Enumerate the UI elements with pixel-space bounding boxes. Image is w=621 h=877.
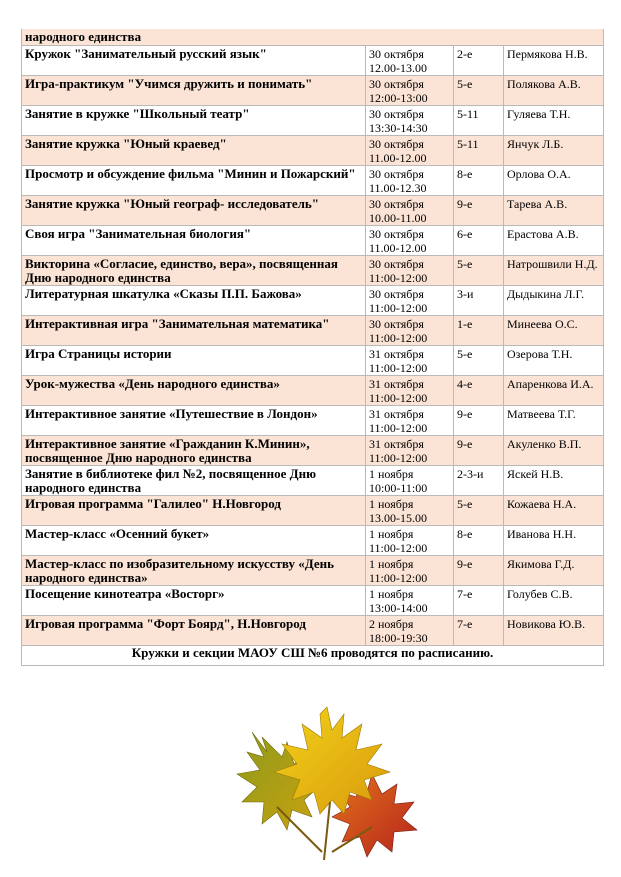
event-date: 30 октября xyxy=(369,47,424,61)
table-row xyxy=(22,526,604,556)
event-teacher: Голубев С.В. xyxy=(504,586,604,616)
event-date: 30 октября xyxy=(369,257,424,271)
event-time: 13:00-14:00 xyxy=(369,601,428,615)
table-row xyxy=(22,256,604,286)
event-name: Интерактивная игра "Занимательная математика" xyxy=(22,316,366,346)
event-datetime xyxy=(366,526,454,556)
event-date: 30 октября xyxy=(369,137,424,151)
event-teacher: Озерова Т.Н. xyxy=(504,346,604,376)
table-row xyxy=(22,586,604,616)
event-name: Урок-мужества «День народного единства» xyxy=(22,376,366,406)
event-time: 11:00-12:00 xyxy=(369,271,428,285)
footer-row xyxy=(22,646,604,666)
event-teacher: Матвеева Т.Г. xyxy=(504,406,604,436)
event-teacher: Ерастова А.В. xyxy=(504,226,604,256)
event-time: 13.00-15.00 xyxy=(369,511,427,525)
event-grade: 5-е xyxy=(454,346,504,376)
event-time: 11:00-12:00 xyxy=(369,391,428,405)
event-grade: 1-е xyxy=(454,316,504,346)
event-datetime xyxy=(366,616,454,646)
continued-event-text: народного единства xyxy=(22,29,604,46)
event-time: 12:00-13:00 xyxy=(369,91,428,105)
event-datetime xyxy=(366,346,454,376)
event-date: 30 октября xyxy=(369,287,424,301)
event-date: 1 ноября xyxy=(369,527,414,541)
table-row xyxy=(22,466,604,496)
table-row-continued xyxy=(22,29,604,46)
event-time: 12.00-13.00 xyxy=(369,61,427,75)
event-time: 11.00-12.30 xyxy=(369,181,427,195)
event-grade: 8-е xyxy=(454,526,504,556)
event-date: 31 октября xyxy=(369,437,424,451)
event-grade: 5-11 xyxy=(454,136,504,166)
event-teacher: Яскей Н.В. xyxy=(504,466,604,496)
event-date: 30 октября xyxy=(369,77,424,91)
event-date: 30 октября xyxy=(369,167,424,181)
table-row xyxy=(22,376,604,406)
event-teacher: Дыдыкина Л.Г. xyxy=(504,286,604,316)
event-name: Занятие в кружке "Школьный театр" xyxy=(22,106,366,136)
table-row xyxy=(22,76,604,106)
event-name: Занятие кружка "Юный краевед" xyxy=(22,136,366,166)
event-grade: 9-е xyxy=(454,436,504,466)
event-name: Интерактивное занятие «Гражданин К.Минин», посвященное Дню народного единства xyxy=(22,436,366,466)
event-teacher: Якимова Г.Д. xyxy=(504,556,604,586)
event-time: 11:00-12:00 xyxy=(369,541,428,555)
event-time: 13:30-14:30 xyxy=(369,121,428,135)
event-datetime xyxy=(366,556,454,586)
event-datetime xyxy=(366,406,454,436)
event-date: 31 октября xyxy=(369,377,424,391)
event-grade: 8-е xyxy=(454,166,504,196)
event-grade: 2-3-и xyxy=(454,466,504,496)
event-date: 1 ноября xyxy=(369,557,414,571)
event-grade: 4-е xyxy=(454,376,504,406)
event-datetime xyxy=(366,496,454,526)
event-date: 30 октября xyxy=(369,227,424,241)
event-date: 30 октября xyxy=(369,317,424,331)
maple-leaves-illustration xyxy=(232,702,422,862)
event-grade: 9-е xyxy=(454,556,504,586)
event-date: 1 ноября xyxy=(369,467,414,481)
table-row xyxy=(22,346,604,376)
event-datetime xyxy=(366,316,454,346)
event-time: 11:00-12:00 xyxy=(369,571,428,585)
event-teacher: Иванова Н.Н. xyxy=(504,526,604,556)
event-time: 11:00-12:00 xyxy=(369,331,428,345)
event-grade: 9-е xyxy=(454,196,504,226)
event-date: 2 ноября xyxy=(369,617,414,631)
event-name: Посещение кинотеатра «Восторг» xyxy=(22,586,366,616)
event-time: 10.00-11.00 xyxy=(369,211,427,225)
table-row xyxy=(22,406,604,436)
event-teacher: Орлова О.А. xyxy=(504,166,604,196)
event-name: Занятие кружка "Юный географ- исследователь" xyxy=(22,196,366,226)
event-date: 30 октября xyxy=(369,197,424,211)
event-datetime xyxy=(366,106,454,136)
event-name: Игра Страницы истории xyxy=(22,346,366,376)
table-row xyxy=(22,46,604,76)
table-row xyxy=(22,196,604,226)
event-name: Литературная шкатулка «Сказы П.П. Бажова» xyxy=(22,286,366,316)
event-name: Игровая программа "Галилео" Н.Новгород xyxy=(22,496,366,526)
event-datetime xyxy=(366,376,454,406)
event-name: Игровая программа "Форт Боярд", Н.Новгород xyxy=(22,616,366,646)
table-row xyxy=(22,106,604,136)
event-grade: 3-и xyxy=(454,286,504,316)
event-grade: 5-11 xyxy=(454,106,504,136)
event-datetime xyxy=(366,76,454,106)
event-grade: 5-е xyxy=(454,496,504,526)
event-grade: 7-е xyxy=(454,616,504,646)
event-teacher: Новикова Ю.В. xyxy=(504,616,604,646)
schedule-table xyxy=(21,29,604,666)
event-date: 31 октября xyxy=(369,347,424,361)
event-teacher: Акуленко В.П. xyxy=(504,436,604,466)
table-row xyxy=(22,286,604,316)
event-name: Просмотр и обсуждение фильма "Минин и Пожарский" xyxy=(22,166,366,196)
event-datetime xyxy=(366,46,454,76)
event-datetime xyxy=(366,466,454,496)
table-row xyxy=(22,226,604,256)
event-name: Мастер-класс по изобразительному искусству «День народного единства» xyxy=(22,556,366,586)
table-row xyxy=(22,496,604,526)
event-grade: 5-е xyxy=(454,76,504,106)
event-date: 30 октября xyxy=(369,107,424,121)
event-date: 1 ноября xyxy=(369,497,414,511)
event-date: 31 октября xyxy=(369,407,424,421)
event-time: 11:00-12:00 xyxy=(369,361,428,375)
event-datetime xyxy=(366,166,454,196)
event-time: 18:00-19:30 xyxy=(369,631,428,645)
event-grade: 7-е xyxy=(454,586,504,616)
event-datetime xyxy=(366,196,454,226)
event-name: Занятие в библиотеке фил №2, посвященное Дню народного единства xyxy=(22,466,366,496)
table-row xyxy=(22,316,604,346)
event-name: Своя игра "Занимательная биология" xyxy=(22,226,366,256)
event-datetime xyxy=(366,226,454,256)
event-time: 11:00-12:00 xyxy=(369,451,428,465)
table-row xyxy=(22,616,604,646)
event-teacher: Янчук Л.Б. xyxy=(504,136,604,166)
event-time: 11:00-12:00 xyxy=(369,421,428,435)
event-grade: 2-е xyxy=(454,46,504,76)
event-teacher: Кожаева Н.А. xyxy=(504,496,604,526)
event-datetime xyxy=(366,286,454,316)
event-grade: 6-е xyxy=(454,226,504,256)
event-time: 10:00-11:00 xyxy=(369,481,428,495)
event-name: Викторина «Согласие, единство, вера», посвященная Дню народного единства xyxy=(22,256,366,286)
event-teacher: Пермякова Н.В. xyxy=(504,46,604,76)
event-time: 11:00-12:00 xyxy=(369,301,428,315)
event-datetime xyxy=(366,586,454,616)
footer-note: Кружки и секции МАОУ СШ №6 проводятся по расписанию. xyxy=(22,646,604,666)
event-name: Мастер-класс «Осенний букет» xyxy=(22,526,366,556)
event-datetime xyxy=(366,136,454,166)
table-row xyxy=(22,136,604,166)
event-name: Интерактивное занятие «Путешествие в Лондон» xyxy=(22,406,366,436)
event-date: 1 ноября xyxy=(369,587,414,601)
event-time: 11.00-12.00 xyxy=(369,151,427,165)
event-grade: 5-е xyxy=(454,256,504,286)
event-teacher: Тарева А.В. xyxy=(504,196,604,226)
event-teacher: Полякова А.В. xyxy=(504,76,604,106)
event-teacher: Минеева О.С. xyxy=(504,316,604,346)
event-name: Кружок "Занимательный русский язык" xyxy=(22,46,366,76)
table-row xyxy=(22,436,604,466)
event-datetime xyxy=(366,436,454,466)
table-row xyxy=(22,166,604,196)
event-teacher: Натрошвили Н.Д. xyxy=(504,256,604,286)
event-time: 11.00-12.00 xyxy=(369,241,427,255)
event-name: Игра-практикум "Учимся дружить и понимать" xyxy=(22,76,366,106)
event-grade: 9-е xyxy=(454,406,504,436)
event-teacher: Гуляева Т.Н. xyxy=(504,106,604,136)
event-datetime xyxy=(366,256,454,286)
table-row xyxy=(22,556,604,586)
event-teacher: Апаренкова И.А. xyxy=(504,376,604,406)
